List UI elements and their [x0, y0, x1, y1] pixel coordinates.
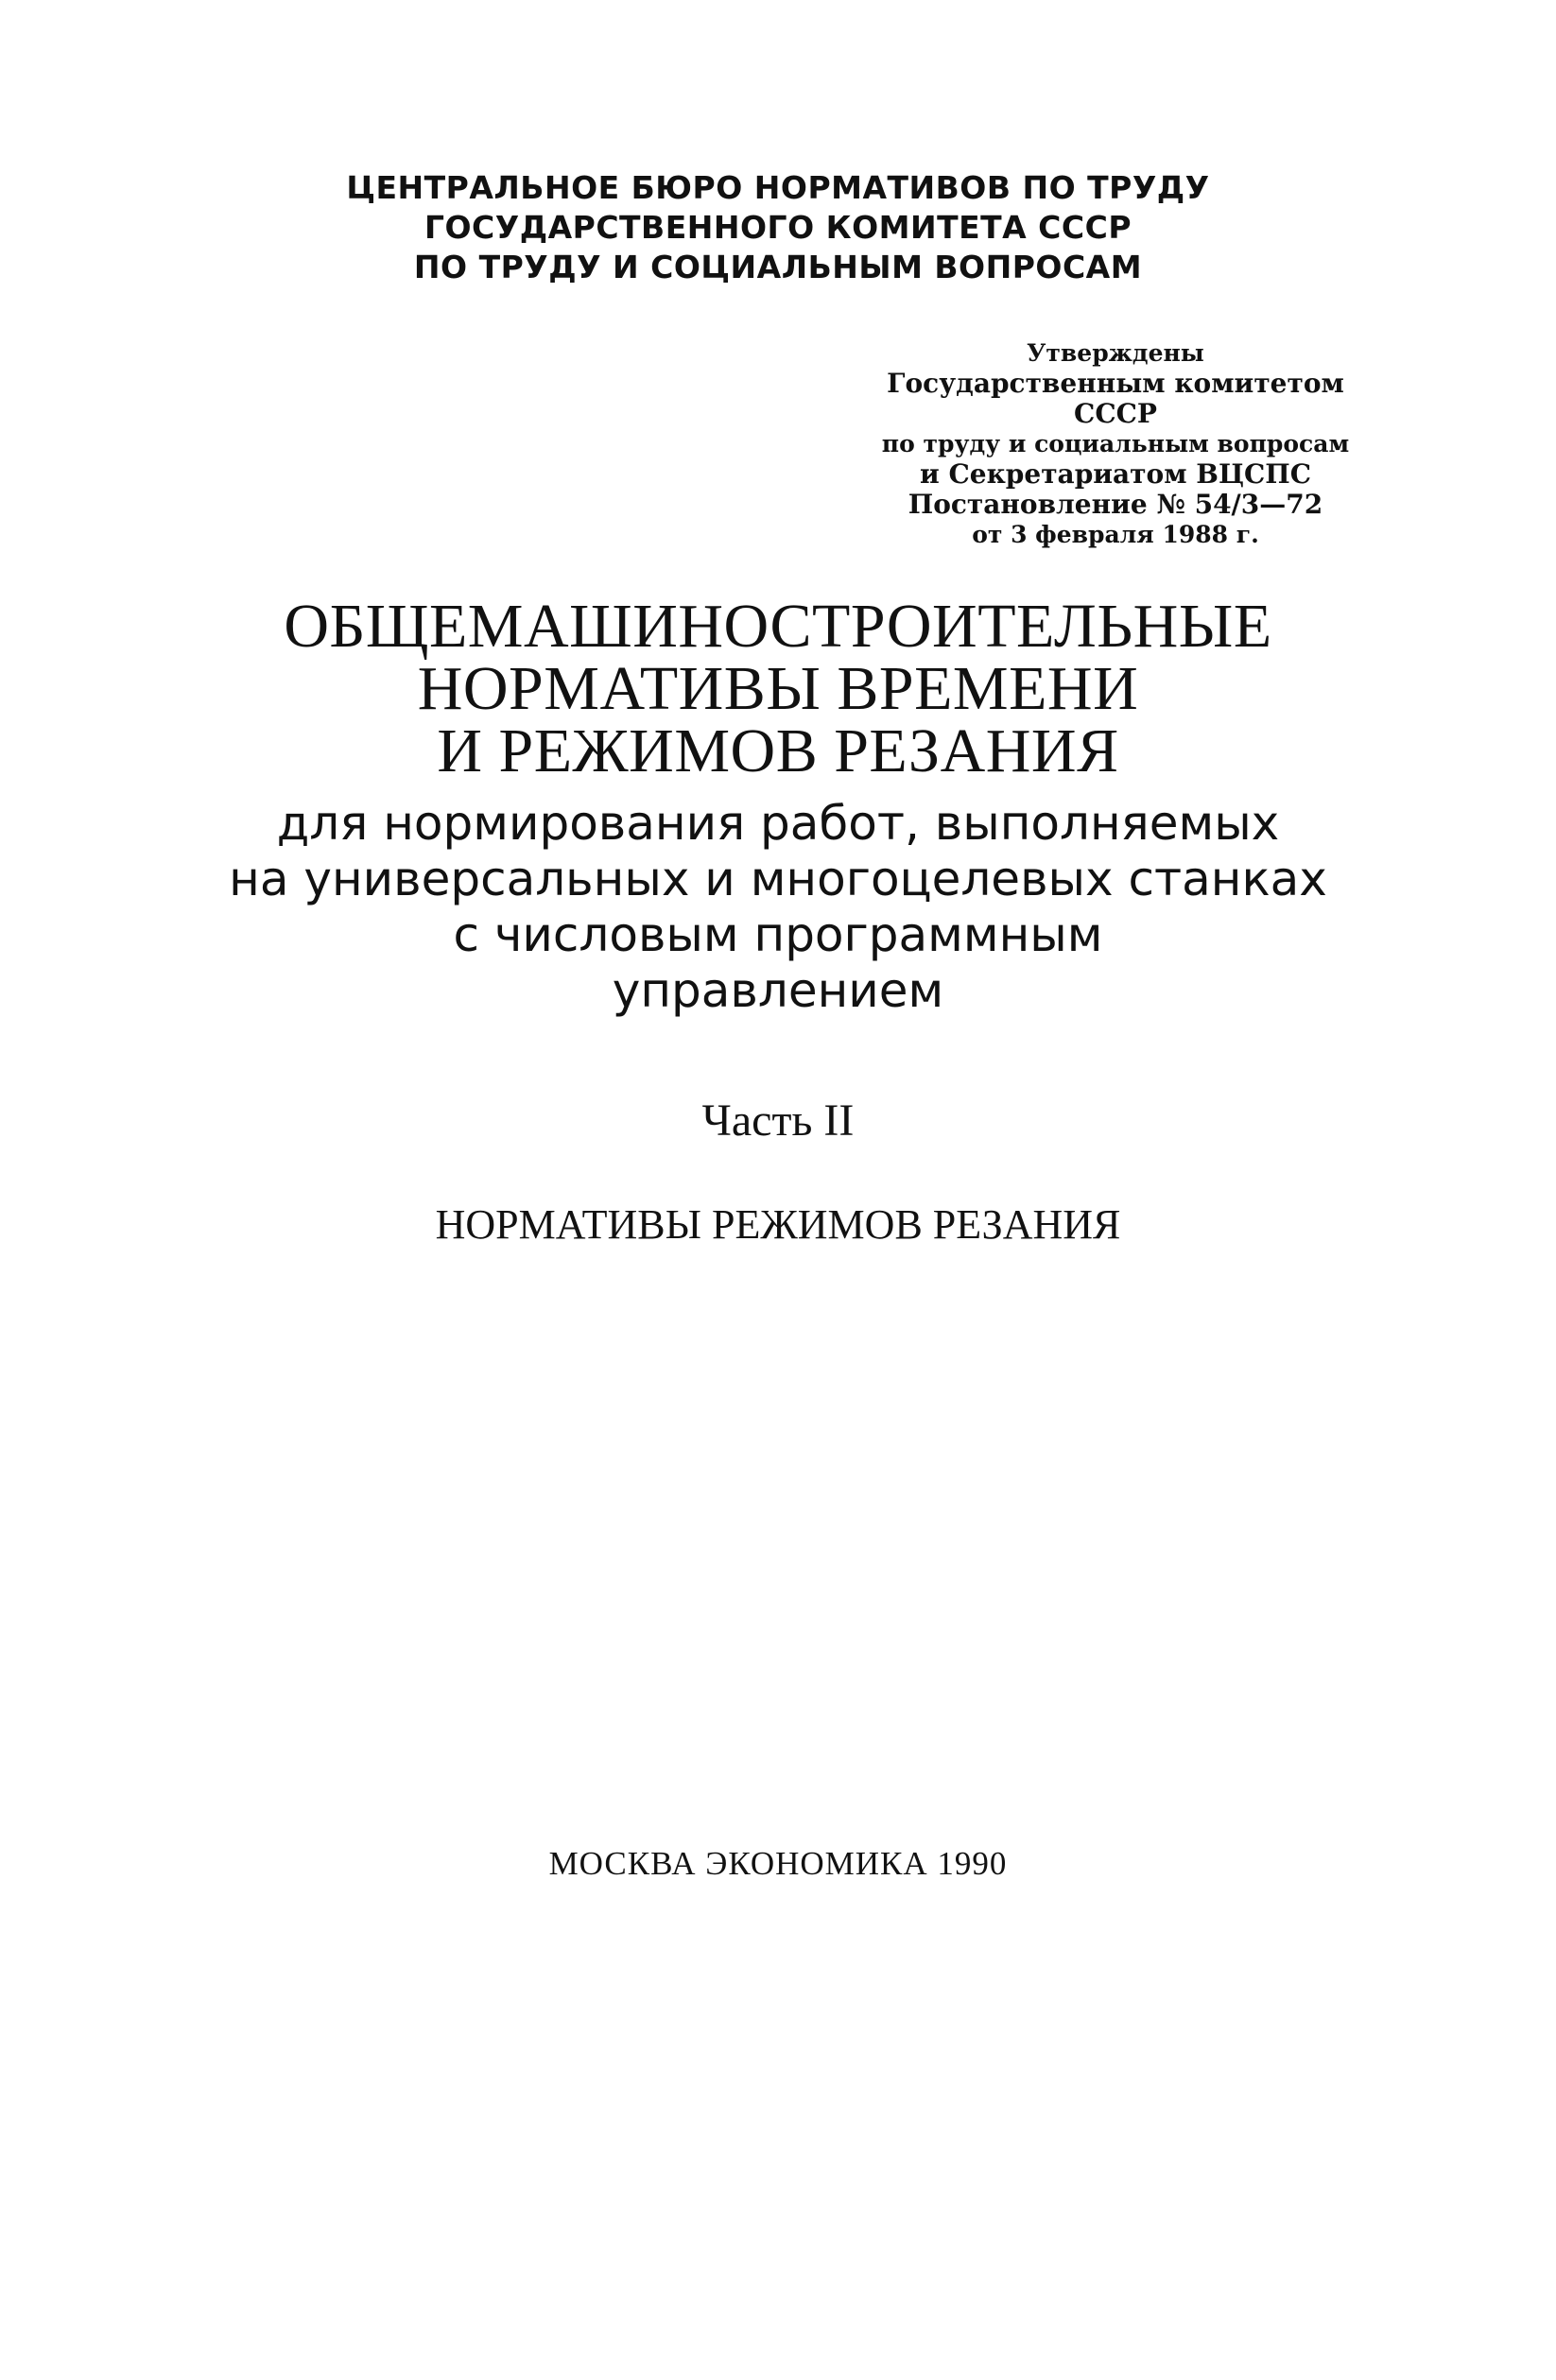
approval-line: и Секретариатом ВЦСПС — [919, 458, 1312, 490]
approval-line: Государственным комитетом СССР — [887, 368, 1344, 429]
section-title: НОРМАТИВЫ РЕЖИМОВ РЕЗАНИЯ — [435, 1201, 1121, 1248]
organization-line: ГОСУДАРСТВЕННОГО КОМИТЕТА СССР — [424, 209, 1132, 246]
approval-line: от 3 февраля 1988 г. — [972, 521, 1259, 548]
title-line: И РЕЖИМОВ РЕЗАНИЯ — [437, 716, 1119, 785]
publisher-imprint: МОСКВА ЭКОНОМИКА 1990 — [548, 1845, 1008, 1882]
document-subtitle — [0, 796, 1556, 1019]
organization-line: ПО ТРУДУ И СОЦИАЛЬНЫМ ВОПРОСАМ — [413, 249, 1143, 285]
approval-line: по труду и социальным вопросам — [881, 430, 1350, 457]
title-line: НОРМАТИВЫ ВРЕМЕНИ — [417, 654, 1139, 723]
organization-line: ЦЕНТРАЛЬНОЕ БЮРО НОРМАТИВОВ ПО ТРУДУ — [346, 169, 1210, 206]
approval-line: Постановление № 54/3—72 — [908, 489, 1323, 520]
document-title — [0, 592, 1556, 785]
organization-header — [0, 168, 1556, 287]
title-line: ОБЩЕМАШИНОСТРОИТЕЛЬНЫЕ — [284, 592, 1272, 661]
approval-block — [851, 338, 1380, 550]
part-number: Часть II — [701, 1095, 855, 1146]
approval-line: Утверждены — [1027, 339, 1204, 367]
subtitle-line: управлением — [612, 963, 944, 1018]
subtitle-line: для нормирования работ, выполняемых — [276, 796, 1280, 851]
subtitle-line: на универсальных и многоцелевых станках — [229, 852, 1327, 906]
subtitle-line: с числовым программным — [453, 907, 1103, 962]
